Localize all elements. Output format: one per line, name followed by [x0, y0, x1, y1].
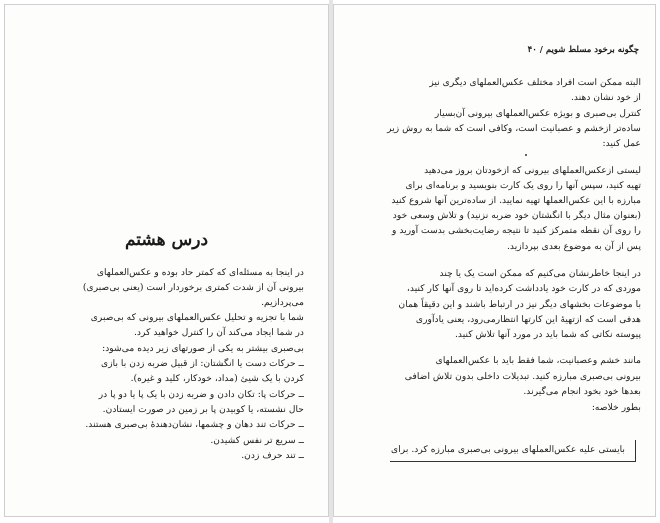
text-line: با موضوعات بخشهای دیگر نیز در ارتباط باشند و این دقیقاً همان	[398, 299, 641, 310]
text-line: بیرونی آن از شدت کمتری برخوردار است (یعنی بی‌صبری)	[82, 282, 304, 293]
text-line: ــ حرکات پا: تکان دادن و ضربه زدن با یک پا یا دو پا در	[98, 389, 304, 400]
lesson-title: درس هشتم	[124, 230, 209, 250]
text-line: پس از آن به موضوع بعدی بپردازید.	[506, 241, 641, 252]
text-line: بی‌صبری بیشتر به یکی از صورتهای زیر دیده می‌شود:	[102, 343, 304, 354]
header-separator: /	[539, 45, 543, 55]
text-line: در شما ایجاد می‌کند آن را کنترل خواهید کرد.	[133, 327, 304, 338]
text-line: بطور خلاصه:	[591, 402, 641, 413]
text-line: تهیه کنید، سپس آنها را روی یک کارت بنویسید و برنامه‌ای برای	[405, 180, 641, 191]
left-page	[4, 4, 329, 517]
text-line: بیرونی بی‌صبری مبارزه کنید. تبدیلات داخلی بدون تلاش اضافی	[404, 371, 641, 382]
text-line: ساده‌تر ازخشم و عصبانیت است، وکافی است که شما به روش زیر	[387, 123, 641, 134]
running-title: چگونه برخود مسلط شویم	[545, 45, 639, 55]
text-line: کنترل بی‌صبری و بویژه عکس‌العملهای بیرونی آن‌بسیار	[434, 108, 641, 119]
ink-dot	[525, 154, 527, 156]
text-line: کردن با یک شیئ (مداد، خودکار، کلید و غیره).	[130, 373, 304, 384]
text-line: شما با تجزیه و تحلیل عکس‌العملهای بیرونی که بی‌صبری	[90, 312, 304, 323]
text-line: عمل کنید:	[602, 138, 641, 149]
text-line: از خود نشان دهند.	[570, 92, 641, 103]
text-line: (بعنوان مثال دیگر با انگشتان خود ضربه نزنید) و تلاش وسعی خود	[392, 210, 641, 221]
text-line: بعدها خود بخود انجام می‌گیرند.	[523, 386, 641, 397]
summary-text: بایستی علیه عکس‌العملهای بیرونی بی‌صبری مبارزه کرد. برای	[391, 444, 625, 455]
text-line: ــ تند حرف زدن.	[241, 450, 304, 461]
text-line: مبارزه با این عکس‌العملها تهیه نمایید. از ساده‌ترین آنها شروع کنید	[391, 195, 641, 206]
summary-box	[390, 440, 636, 462]
text-line: پیوسته نکاتی که شما باید در مورد آنها تلاش کنید.	[454, 329, 641, 340]
right-page	[333, 4, 656, 517]
text-line: حال نشسته، یا کوبیدن پا بر زمین در صورت ایستادن.	[102, 404, 304, 415]
text-line: موردی که در کارت خود یادداشت کرده‌اید تا روی آنها کار کنید،	[406, 283, 641, 294]
text-line: می‌پردازیم.	[261, 297, 304, 308]
text-line: لیستی ازعکس‌العملهای بیرونی که ازخودتان بروز می‌دهید	[424, 165, 641, 176]
text-line: ــ حرکات تند دهان و چشمها، نشان‌دهندهٔ بی‌صبری هستند.	[85, 419, 304, 430]
running-header	[524, 45, 639, 55]
page-number: ۴۰	[527, 45, 537, 55]
text-line: البته ممکن است افراد مختلف عکس‌العملهای دیگری نیز	[429, 77, 641, 88]
text-line: را روی آن نقطه متمرکز کنید تا نتیجه رضایت‌بخشی بدست آورید و	[391, 225, 641, 236]
text-line: هدفی است که ازتهیهٔ این کارتها انتظارمی‌رود، یعنی یادآوری	[415, 314, 641, 325]
text-line: در اینجا به مسئله‌ای که کمتر حاد بوده و عکس‌العملهای	[96, 267, 304, 278]
text-line: ــ سریع تر نفس کشیدن.	[210, 435, 304, 446]
text-line: مانند خشم وعصبانیت، شما فقط باید با عکس‌العملهای	[435, 355, 641, 366]
text-line: در اینجا خاطرنشان می‌کنیم که ممکن است یک یا چند	[439, 268, 641, 279]
text-line: ــ حرکات دست یا انگشتان: از قبیل ضربه زدن با بازی	[101, 358, 304, 369]
